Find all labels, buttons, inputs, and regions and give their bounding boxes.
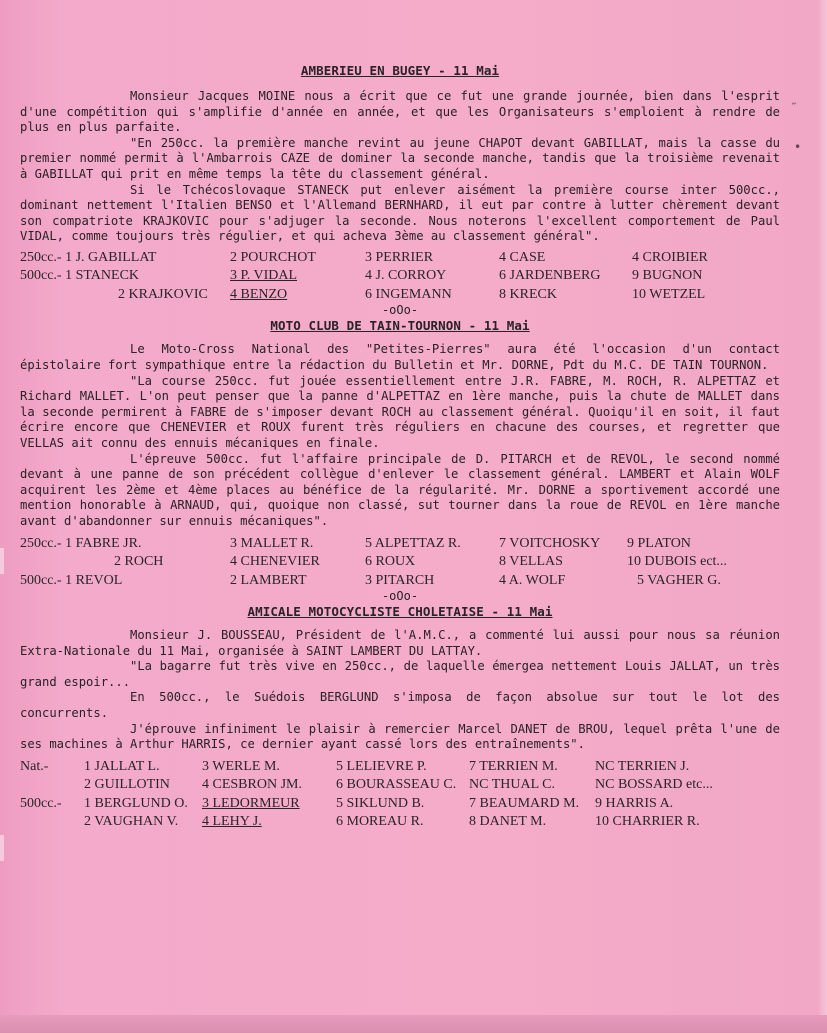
page-bottom-edge [0, 1015, 827, 1033]
binding-mark [0, 835, 4, 861]
section-title: AMBERIEU EN BUGEY - 11 Mai [300, 63, 500, 78]
result-cell: 6 JARDENBERG [499, 268, 601, 284]
results-table [20, 250, 780, 267]
result-cell: 5 VAGHER G. [637, 572, 721, 588]
result-cell: NC THUAL C. [469, 777, 555, 793]
margin-speck: • [794, 140, 802, 154]
results-table [20, 573, 780, 590]
result-cell: 6 BOURASSEAU C. [336, 777, 457, 793]
result-cell: 10 WETZEL [632, 286, 706, 302]
section-title: MOTO CLUB DE TAIN-TOURNON - 11 Mai [270, 318, 530, 334]
paragraph: J'éprouve infiniment le plaisir à remercier Marcel DANET de BROU, lequel prêta l'une de ses machines à Arthur HARRIS, ce dernier ayant cassé lors des entraînements". [20, 721, 780, 752]
result-cell: 4 CROIBIER [632, 249, 708, 265]
result-cell: 3 PITARCH [365, 572, 435, 588]
section-tain-tournon [20, 318, 780, 604]
result-cell: 5 ALPETTAZ R. [365, 535, 461, 551]
result-cell: 7 TERRIEN M. [469, 758, 558, 774]
result-cell: 500cc.- [20, 795, 62, 811]
result-cell: 9 HARRIS A. [595, 795, 674, 811]
result-cell: Nat.- [20, 758, 49, 774]
result-cell: 4 A. WOLF [499, 572, 566, 588]
result-cell: 250cc.- 1 FABRE JR. [20, 535, 142, 551]
result-cell: 6 ROUX [365, 554, 416, 570]
result-cell: 2 POURCHOT [230, 249, 316, 265]
result-cell: 10 DUBOIS ect... [627, 554, 727, 570]
paragraph: En 500cc., le Suédois BERGLUND s'imposa de façon absolue sur tout le lot des concurrents. [20, 690, 780, 721]
result-cell: 5 SIKLUND B. [336, 795, 425, 811]
result-cell: 6 INGEMANN [365, 286, 452, 302]
result-cell: 2 GUILLOTIN [84, 777, 170, 793]
result-cell: 2 VAUGHAN V. [84, 814, 179, 830]
margin-speck: ˶ [792, 95, 800, 109]
result-cell: 3 P. VIDAL [230, 268, 298, 284]
result-cell [20, 777, 84, 794]
section-title: AMICALE MOTOCYCLISTE CHOLETAISE - 11 Mai [247, 604, 553, 620]
paragraph: "En 250cc. la première manche revint au jeune CHAPOT devant GABILLAT, mais la casse du premier nommé permit à l'Ambarrois CAZE de dominer la seconde manche, tandis que la troisième revenait à GABILLAT qui prit en même temps la tête du classement général. [20, 135, 780, 181]
result-cell: 8 KRECK [499, 286, 557, 302]
result-cell: 2 KRAJKOVIC [118, 286, 208, 302]
result-cell: 10 CHARRIER R. [595, 814, 700, 830]
result-cell: 9 BUGNON [632, 268, 703, 284]
results-table [20, 796, 780, 813]
result-cell: 4 CESBRON JM. [202, 777, 302, 793]
results-table [20, 268, 780, 285]
result-cell: NC BOSSARD etc... [595, 777, 713, 793]
result-cell: 4 CASE [499, 249, 546, 265]
results-table [20, 777, 780, 794]
binding-mark [0, 548, 4, 574]
result-cell: 3 WERLE M. [202, 758, 280, 774]
result-cell: 9 PLATON [627, 535, 691, 551]
paragraph: "La course 250cc. fut jouée essentiellement entre J.R. FABRE, M. ROCH, R. ALPETTAZ et Richard MALLET. L'on peut penser que la panne d'ALPETTAZ en 1ère manche, puis la chute de MALLET dans la seconde permirent à FABRE de s'imposer devant ROCH au classement général. Quoiqu'il en soit, il faut écrire encore que CHENEVIER et ROUX furent très réguliers en chacune des courses, et regretter que VELLAS ait connu des ennuis mécaniques en finale. [20, 373, 780, 450]
paragraph: Monsieur J. BOUSSEAU, Président de l'A.M.C., a commenté lui aussi pour nous sa réunion Extra-Nationale du 11 Mai, organisée à SAINT LAMBERT DU LATTAY. [20, 628, 780, 658]
results-table [20, 759, 780, 776]
result-cell: 4 J. CORROY [365, 268, 447, 284]
result-cell [20, 814, 84, 831]
separator: -oOo- [381, 303, 419, 318]
paragraph: Monsieur Jacques MOINE nous a écrit que ce fut une grande journée, bien dans l'esprit d'une compétition qui s'amplifie d'année en année, et que les Organisateurs s'emploient à rendre de plus en plus parfaite. [20, 89, 780, 135]
paragraph: "La bagarre fut très vive en 250cc., de laquelle émergea nettement Louis JALLAT, un très grand espoir... [20, 659, 780, 689]
paragraph: Le Moto-Cross National des "Petites-Pierres" aura été l'occasion d'un contact épistolaire fort sympathique entre la rédaction du Bulletin et Mr. DORNE, Pdt du M.C. DE TAIN TOURNON. [20, 342, 780, 373]
page-edge [817, 0, 827, 1033]
result-cell: 1 JALLAT L. [84, 758, 160, 774]
result-cell: 2 LAMBERT [230, 572, 307, 588]
result-cell: 250cc.- 1 J. GABILLAT [20, 249, 157, 265]
result-cell: 8 DANET M. [469, 814, 547, 830]
result-cell: 3 MALLET R. [230, 535, 314, 551]
result-cell: 7 VOITCHOSKY [499, 535, 601, 551]
result-cell: NC TERRIEN J. [595, 758, 690, 774]
result-cell: 2 ROCH [114, 554, 164, 570]
result-cell: 3 LEDORMEUR [202, 795, 300, 811]
result-cell: 3 PERRIER [365, 249, 434, 265]
section-choletaise [20, 604, 780, 831]
result-cell: 7 BEAUMARD M. [469, 795, 580, 811]
result-cell: 8 VELLAS [499, 554, 563, 570]
results-table [20, 554, 780, 571]
separator: -oOo- [381, 589, 419, 604]
result-cell: 4 CHENEVIER [230, 554, 320, 570]
paragraph: L'épreuve 500cc. fut l'affaire principale de D. PITARCH et de REVOL, le second nommé devant à une panne de son précédent collègue d'enlever le classement général. LAMBERT et Alain WOLF acquirent les 2ème et 4ème places au bénéfice de la régularité. Mr. DORNE a sportivement accordé une mention honorable à ARNAUD, qui, quoique non classé, sut tourner dans la roue de REVOL en 1ère manche avant d'abandonner sur ennuis mécaniques". [20, 451, 780, 528]
result-cell: 500cc.- 1 REVOL [20, 572, 123, 588]
document-body [20, 63, 780, 831]
result-cell: 500cc.- 1 STANECK [20, 268, 140, 284]
result-cell: 4 BENZO [230, 286, 288, 302]
paragraph: Si le Tchécoslovaque STANECK put enlever aisément la première course inter 500cc., dominant nettement l'Italien BENSO et l'Allemand BERNHARD, il eut par contre à lutter chèrement devant son compatriote KRAJKOVIC pour s'adjuger la seconde. Nous noterons l'excellent comportement de Paul VIDAL, comme toujours très régulier, et qui acheva 3ème au classement général". [20, 182, 780, 244]
results-table [20, 536, 780, 553]
result-cell: 1 BERGLUND O. [84, 795, 188, 811]
results-table [20, 814, 780, 831]
result-cell: 5 LELIEVRE P. [336, 758, 427, 774]
result-cell: 6 MOREAU R. [336, 814, 424, 830]
results-table [20, 287, 780, 304]
result-cell: 4 LEHY J. [202, 814, 262, 830]
section-amberieu [20, 63, 780, 318]
